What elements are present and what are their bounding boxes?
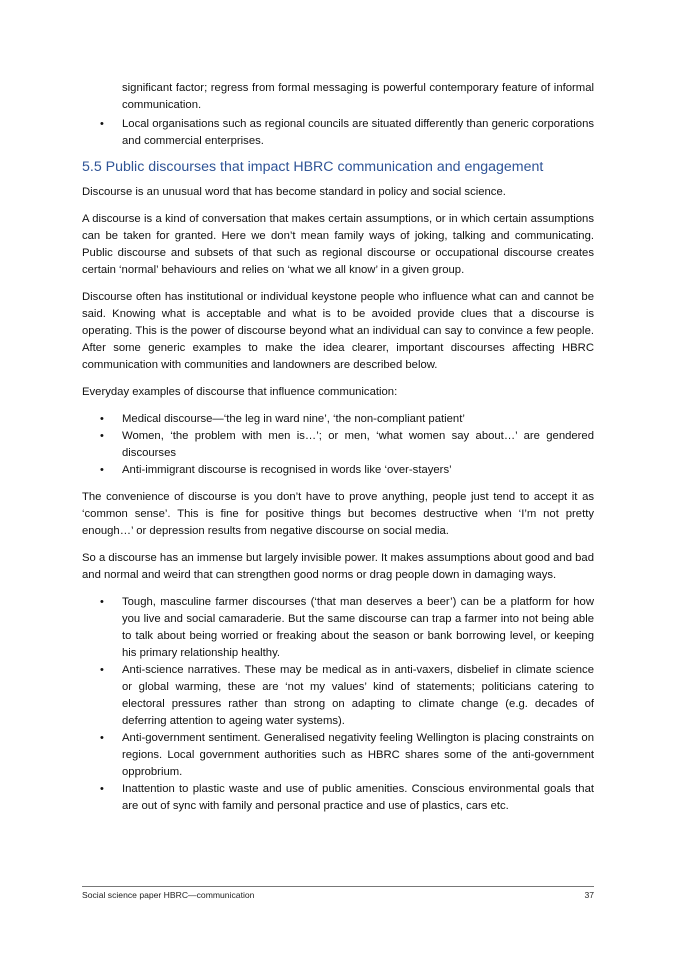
bullet-icon: • (100, 118, 104, 130)
bullet-icon: • (100, 664, 104, 676)
list-item: • Anti-immigrant discourse is recognised in words like ‘over-stayers’ (82, 462, 594, 479)
paragraph: The convenience of discourse is you don’t have to prove anything, people just tend to accept it as ‘common sense’. This is fine for positive things but becomes destructive when ‘I’m not pretty enough…’ or depression results from negative discourse on social media. (82, 491, 594, 537)
section-heading: 5.5 Public discourses that impact HBRC communication and engagement (82, 159, 544, 175)
examples-list (82, 411, 594, 479)
continuation-text: significant factor; regress from formal messaging is powerful contemporary feature of informal communication. (122, 82, 594, 111)
page-number: 37 (584, 890, 594, 900)
list-item: • Tough, masculine farmer discourses (‘that man deserves a beer’) can be a platform for how you live and social camaraderie. But the same discourse can trap a farmer into not being able to talk about being worried or freaking about the season or bank borrowing level, or keeping his primary relationship healthy. (100, 596, 594, 659)
bullet-icon: • (100, 783, 104, 795)
page-footer (82, 886, 594, 900)
list-item: • Local organisations such as regional councils are situated differently than generic corporations and commercial enterprises. (100, 118, 594, 147)
footer-title: Social science paper HBRC—communication (82, 890, 255, 900)
paragraph: Discourse often has institutional or individual keystone people who influence what can and cannot be said. Knowing what is acceptable and what is to be avoided provide clues that a discourse is operating. This is the power of discourse beyond what an individual can say to convince a few people. After some generic examples to make the idea clearer, important discourses affecting HBRC communication with communities and landowners are described below. (82, 291, 594, 371)
list-item: • Women, ‘the problem with men is…’; or men, ‘what women say about…’ are gendered discourses (100, 430, 594, 459)
bullet-icon: • (100, 732, 104, 744)
bullet-icon: • (100, 596, 104, 608)
bullet-icon: • (100, 413, 104, 425)
paragraph: A discourse is a kind of conversation that makes certain assumptions, or in which certain assumptions can be taken for granted. Here we don’t mean family ways of joking, talking and communicating. Public discourse and subsets of that such as regional discourse or occupational discourse creates certain ‘normal’ behaviours and relies on ‘what we all know’ in a given group. (82, 213, 594, 276)
bullet-icon: • (100, 464, 104, 476)
paragraph: Discourse is an unusual word that has become standard in policy and social science. (82, 186, 506, 198)
discourses-list (82, 594, 594, 815)
list-item: • Medical discourse—‘the leg in ward nine’, ‘the non-compliant patient’ (82, 411, 594, 428)
paragraph: Everyday examples of discourse that influence communication: (82, 386, 398, 398)
list-item: • Anti-science narratives. These may be medical as in anti-vaxers, disbelief in climate science or global warming, these are ‘not my values’ kind of statements; politicians catering to electoral pressures rather than strong on adapting to climate change (e.g. decades of deferring attention to ageing water systems). (100, 664, 594, 727)
bullet-icon: • (100, 430, 104, 442)
paragraph: So a discourse has an immense but largely invisible power. It makes assumptions about good and bad and normal and weird that can strengthen good norms or drag people down in damaging ways. (82, 552, 594, 581)
list-item: • Inattention to plastic waste and use of public amenities. Conscious environmental goals that are out of sync with family and personal practice and use of plastics, cars etc. (100, 783, 594, 812)
page-content (82, 80, 594, 825)
intro-bullet-list (82, 116, 594, 150)
list-item: • Anti-government sentiment. Generalised negativity feeling Wellington is placing constraints on regions. Local government authorities such as HBRC shares some of the anti-government opprobrium. (100, 732, 594, 778)
